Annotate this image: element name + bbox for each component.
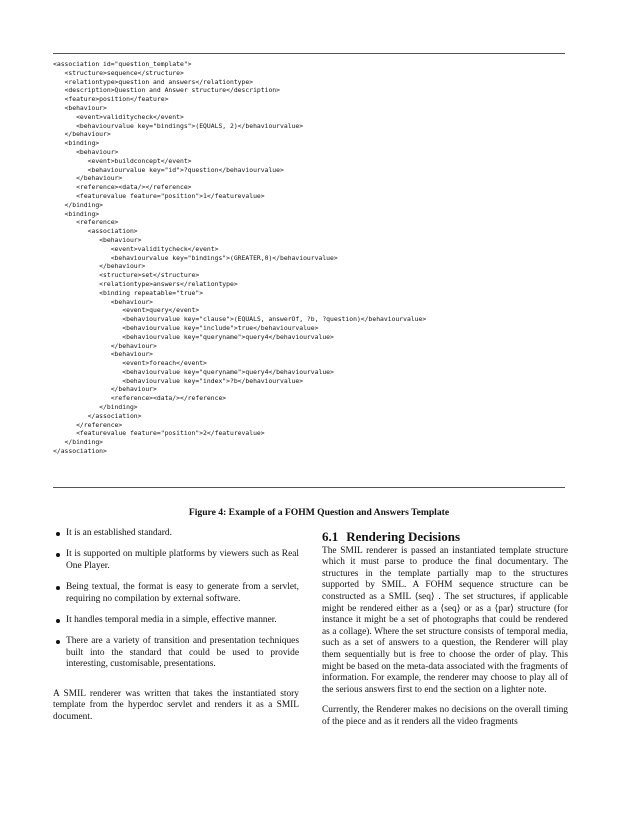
code-line: <featurevalue feature="position">1</featurevalue> <box>53 191 265 200</box>
bullet-icon <box>56 532 60 536</box>
code-line: <behaviour> <box>53 103 107 112</box>
code-line: <binding> <box>53 139 100 148</box>
code-line: <behaviourvalue key="id">?question</behaviourvalue> <box>53 165 284 174</box>
list-item: It handles temporal media in a simple, effective manner. <box>53 615 299 627</box>
code-line: <structure>set</structure> <box>53 271 200 280</box>
right-column <box>322 531 568 729</box>
figure-caption: Figure 4: Example of a FOHM Question and Answers Template <box>188 507 450 518</box>
top-rule <box>53 53 565 54</box>
xml-code-listing <box>53 60 573 456</box>
section-title: Rendering Decisions <box>346 529 460 544</box>
code-line: <behaviour> <box>53 297 154 306</box>
code-line: <association> <box>53 227 138 236</box>
code-line: <reference><data/></reference> <box>53 394 227 403</box>
code-line: </binding> <box>53 438 104 447</box>
body-paragraph: Currently, the Renderer makes no decisions on the overall timing of the piece and as it renders all the video fragments <box>322 705 568 727</box>
code-line: <event>validitycheck</event> <box>53 244 219 253</box>
code-line: <event>validitycheck</event> <box>53 112 184 121</box>
code-line: <relationtype>answers</relationtype> <box>53 279 238 288</box>
code-line: <behaviourvalue key="queryname">query4</behaviourvalue> <box>53 367 334 376</box>
code-line: <behaviour> <box>53 235 142 244</box>
code-line: <binding> <box>53 209 100 218</box>
code-line: </binding> <box>53 200 104 209</box>
code-line: <behaviourvalue key="bindings">(GREATER,0)</behaviourvalue> <box>53 253 338 262</box>
bullet-icon <box>56 553 60 557</box>
code-line: <event>query</event> <box>53 306 200 315</box>
code-line: <reference> <box>53 218 119 227</box>
code-line: <event>buildconcept</event> <box>53 156 192 165</box>
code-line: </behaviour> <box>53 385 157 394</box>
code-line: <relationtype>question and answers</relationtype> <box>53 77 254 86</box>
body-paragraph: The SMIL renderer is passed an instantiated template structure which it must parse to produce the final documentary. The structures in the template partially map to the structures supported by SMIL. A FOHM sequence structure can be constructed as a SMIL ⟨seq⟩ . The set structures, if applicable might be rendered either as a ⟨seq⟩ or as a ⟨par⟩ structure (for instance it might be a set of photographs that could be rendered as a collage). Where the set structure consists of temporal media, such as a set of answers to a question, the Renderer will play them sequentially but is free to choose the order of play. This might be based on the meta-data associated with the fragments of information. For example, the renderer may choose to play all of the serious answers first to end the section on a lighter note. <box>322 545 568 695</box>
list-item: It is supported on multiple platforms by viewers such as Real One Player. <box>53 549 299 572</box>
code-line: <behaviourvalue key="index">?b</behaviourvalue> <box>53 376 304 385</box>
list-item: It is an established standard. <box>53 528 299 540</box>
code-line: <event>foreach</event> <box>53 359 207 368</box>
code-line: </behaviour> <box>53 341 157 350</box>
code-line: <behaviourvalue key="clause">(EQUALS, answerOf, ?b, ?question)</behaviourvalue> <box>53 315 427 324</box>
code-line: <reference><data/></reference> <box>53 183 192 192</box>
code-line: <feature>position</feature> <box>53 95 169 104</box>
bullet-icon <box>56 619 60 623</box>
section-heading <box>322 531 568 543</box>
bottom-rule <box>53 487 565 488</box>
advantages-list <box>53 528 299 671</box>
code-line: </reference> <box>53 420 123 429</box>
code-line: <behaviour> <box>53 350 154 359</box>
code-line: </association> <box>53 447 107 456</box>
list-item: Being textual, the format is easy to generate from a servlet, requiring no compilation by external software. <box>53 582 299 605</box>
section-number: 6.1 <box>322 529 339 544</box>
code-line: <binding repeatable="true"> <box>53 288 204 297</box>
code-line: </behaviour> <box>53 174 123 183</box>
code-line: </binding> <box>53 403 138 412</box>
code-line: <structure>sequence</structure> <box>53 68 184 77</box>
left-column <box>53 528 299 724</box>
code-line: <behaviourvalue key="include">true</behaviourvalue> <box>53 323 319 332</box>
list-item: There are a variety of transition and presentation techniques built into the standard that could be used to provide interesting, customisable, presentations. <box>53 636 299 671</box>
code-line: <featurevalue feature="position">2</featurevalue> <box>53 429 265 438</box>
code-line: <description>Question and Answer structure</description> <box>53 86 281 95</box>
code-line: <behaviourvalue key="queryname">query4</behaviourvalue> <box>53 332 334 341</box>
code-line: </association> <box>53 411 142 420</box>
code-line: </behaviour> <box>53 130 111 139</box>
bullet-icon <box>56 640 60 644</box>
code-line: <behaviourvalue key="bindings">(EQUALS, 2)</behaviourvalue> <box>53 121 304 130</box>
code-line: <association id="question_template"> <box>53 60 192 68</box>
code-line: <behaviour> <box>53 147 119 156</box>
left-paragraph: A SMIL renderer was written that takes the instantiated story template from the hyperdoc servlet and renders it as a SMIL document. <box>53 688 299 722</box>
bullet-icon <box>56 586 60 590</box>
code-line: </behaviour> <box>53 262 146 271</box>
